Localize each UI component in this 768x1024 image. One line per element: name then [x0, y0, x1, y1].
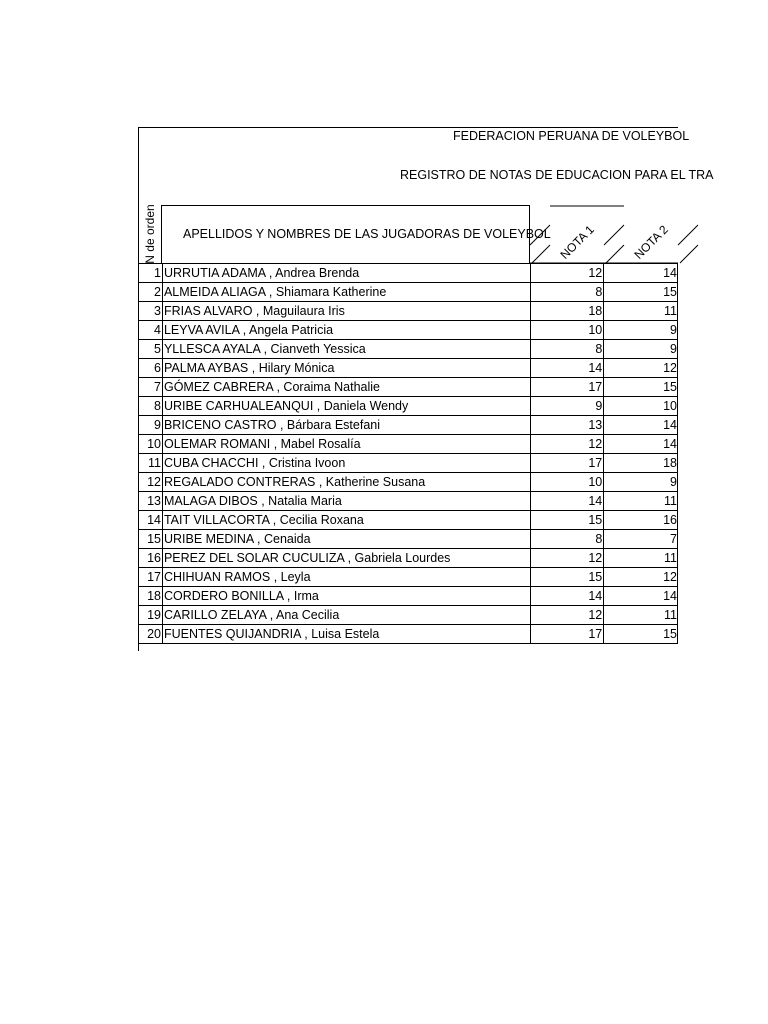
nota3-diagonal-bottom — [680, 245, 698, 263]
row-nota2: 10 — [604, 397, 678, 416]
row-player-name: BRICENO CASTRO , Bárbara Estefani — [162, 416, 530, 435]
row-player-name: LEYVA AVILA , Angela Patricia — [162, 321, 530, 340]
row-nota2: 9 — [604, 321, 678, 340]
row-nota1: 14 — [530, 359, 604, 378]
table-row — [139, 302, 678, 321]
row-order-number: 11 — [139, 454, 163, 473]
row-nota2: 14 — [604, 416, 678, 435]
row-nota2: 11 — [604, 492, 678, 511]
row-nota1: 17 — [530, 625, 604, 644]
table-row — [139, 473, 678, 492]
row-nota1: 12 — [530, 549, 604, 568]
header-notes-drawing — [530, 205, 678, 263]
row-player-name: CARILLO ZELAYA , Ana Cecilia — [162, 606, 530, 625]
row-order-number: 19 — [139, 606, 163, 625]
row-player-name: URRUTIA ADAMA , Andrea Brenda — [162, 264, 530, 283]
table-row — [139, 321, 678, 340]
row-order-number: 7 — [139, 378, 163, 397]
row-order-number: 18 — [139, 587, 163, 606]
row-nota2: 14 — [604, 587, 678, 606]
row-nota1: 15 — [530, 568, 604, 587]
table-row — [139, 549, 678, 568]
row-nota2: 11 — [604, 549, 678, 568]
row-nota2: 18 — [604, 454, 678, 473]
table-row — [139, 264, 678, 283]
row-order-number: 3 — [139, 302, 163, 321]
table-row — [139, 587, 678, 606]
table-row — [139, 511, 678, 530]
row-player-name: PALMA AYBAS , Hilary Mónica — [162, 359, 530, 378]
row-nota2: 9 — [604, 340, 678, 359]
header-notes — [530, 205, 678, 263]
row-player-name: CORDERO BONILLA , Irma — [162, 587, 530, 606]
row-player-name: URIBE MEDINA , Cenaida — [162, 530, 530, 549]
row-nota1: 10 — [530, 473, 604, 492]
row-order-number: 17 — [139, 568, 163, 587]
row-nota2: 15 — [604, 283, 678, 302]
row-order-number: 5 — [139, 340, 163, 359]
row-player-name: URIBE CARHUALEANQUI , Daniela Wendy — [162, 397, 530, 416]
row-order-number: 10 — [139, 435, 163, 454]
row-player-name: YLLESCA AYALA , Cianveth Yessica — [162, 340, 530, 359]
header-names-label: APELLIDOS Y NOMBRES DE LAS JUGADORAS DE VOLEYBOL — [183, 227, 551, 241]
row-player-name: FRIAS ALVARO , Maguilaura Iris — [162, 302, 530, 321]
table-row — [139, 378, 678, 397]
table-row — [139, 359, 678, 378]
row-nota2: 7 — [604, 530, 678, 549]
row-nota2: 16 — [604, 511, 678, 530]
row-order-number: 2 — [139, 283, 163, 302]
row-player-name: GÓMEZ CABRERA , Coraima Nathalie — [162, 378, 530, 397]
row-nota1: 8 — [530, 530, 604, 549]
row-nota2: 12 — [604, 568, 678, 587]
row-nota2: 15 — [604, 625, 678, 644]
row-order-number: 6 — [139, 359, 163, 378]
column-header-row — [138, 205, 678, 263]
row-nota1: 9 — [530, 397, 604, 416]
row-order-number: 4 — [139, 321, 163, 340]
row-nota1: 17 — [530, 454, 604, 473]
row-order-number: 12 — [139, 473, 163, 492]
grades-table — [138, 263, 678, 644]
row-nota1: 14 — [530, 587, 604, 606]
row-player-name: CUBA CHACCHI , Cristina Ivoon — [162, 454, 530, 473]
row-nota2: 11 — [604, 606, 678, 625]
row-nota2: 15 — [604, 378, 678, 397]
table-row — [139, 606, 678, 625]
row-order-number: 1 — [139, 264, 163, 283]
table-row — [139, 397, 678, 416]
row-order-number: 8 — [139, 397, 163, 416]
header-order — [138, 205, 162, 263]
row-player-name: REGALADO CONTRERAS , Katherine Susana — [162, 473, 530, 492]
row-order-number: 13 — [139, 492, 163, 511]
row-player-name: OLEMAR ROMANI , Mabel Rosalía — [162, 435, 530, 454]
row-nota2: 14 — [604, 264, 678, 283]
row-nota1: 18 — [530, 302, 604, 321]
table-row — [139, 283, 678, 302]
row-nota1: 8 — [530, 283, 604, 302]
row-nota2: 9 — [604, 473, 678, 492]
table-row — [139, 530, 678, 549]
row-nota1: 17 — [530, 378, 604, 397]
table-row — [139, 435, 678, 454]
grades-table-body — [139, 264, 678, 644]
row-player-name: TAIT VILLACORTA , Cecilia Roxana — [162, 511, 530, 530]
header-names — [162, 205, 551, 263]
row-order-number: 9 — [139, 416, 163, 435]
row-order-number: 20 — [139, 625, 163, 644]
row-order-number: 14 — [139, 511, 163, 530]
row-nota1: 15 — [530, 511, 604, 530]
row-nota2: 14 — [604, 435, 678, 454]
table-row — [139, 492, 678, 511]
nota2-diagonal-bottom — [606, 245, 624, 263]
table-row — [139, 340, 678, 359]
nota1-diagonal-bottom — [532, 245, 550, 263]
sheet-title: FEDERACION PERUANA DE VOLEYBOL — [453, 129, 690, 143]
row-nota2: 12 — [604, 359, 678, 378]
row-player-name: CHIHUAN RAMOS , Leyla — [162, 568, 530, 587]
row-player-name: PEREZ DEL SOLAR CUCULIZA , Gabriela Lourdes — [162, 549, 530, 568]
row-nota1: 8 — [530, 340, 604, 359]
nota3-diagonal-left — [678, 225, 698, 245]
header-order-label: N de orden — [143, 204, 157, 264]
header-nota1-label: NOTA 1 — [557, 222, 597, 262]
row-nota1: 10 — [530, 321, 604, 340]
row-order-number: 16 — [139, 549, 163, 568]
row-order-number: 15 — [139, 530, 163, 549]
row-nota1: 13 — [530, 416, 604, 435]
row-nota2: 11 — [604, 302, 678, 321]
header-nota2-label: NOTA 2 — [631, 222, 671, 262]
row-player-name: MALAGA DIBOS , Natalia Maria — [162, 492, 530, 511]
row-player-name: FUENTES QUIJANDRIA , Luisa Estela — [162, 625, 530, 644]
title-area — [138, 127, 714, 207]
table-row — [139, 568, 678, 587]
row-nota1: 14 — [530, 492, 604, 511]
table-row — [139, 416, 678, 435]
row-player-name: ALMEIDA ALIAGA , Shiamara Katherine — [162, 283, 530, 302]
nota2-diagonal-left — [604, 225, 624, 245]
table-row — [139, 625, 678, 644]
sheet-subtitle: REGISTRO DE NOTAS DE EDUCACION PARA EL TRA — [400, 168, 714, 182]
table-row — [139, 454, 678, 473]
row-nota1: 12 — [530, 606, 604, 625]
nota1-diagonal-left — [530, 225, 550, 245]
row-nota1: 12 — [530, 264, 604, 283]
row-nota1: 12 — [530, 435, 604, 454]
